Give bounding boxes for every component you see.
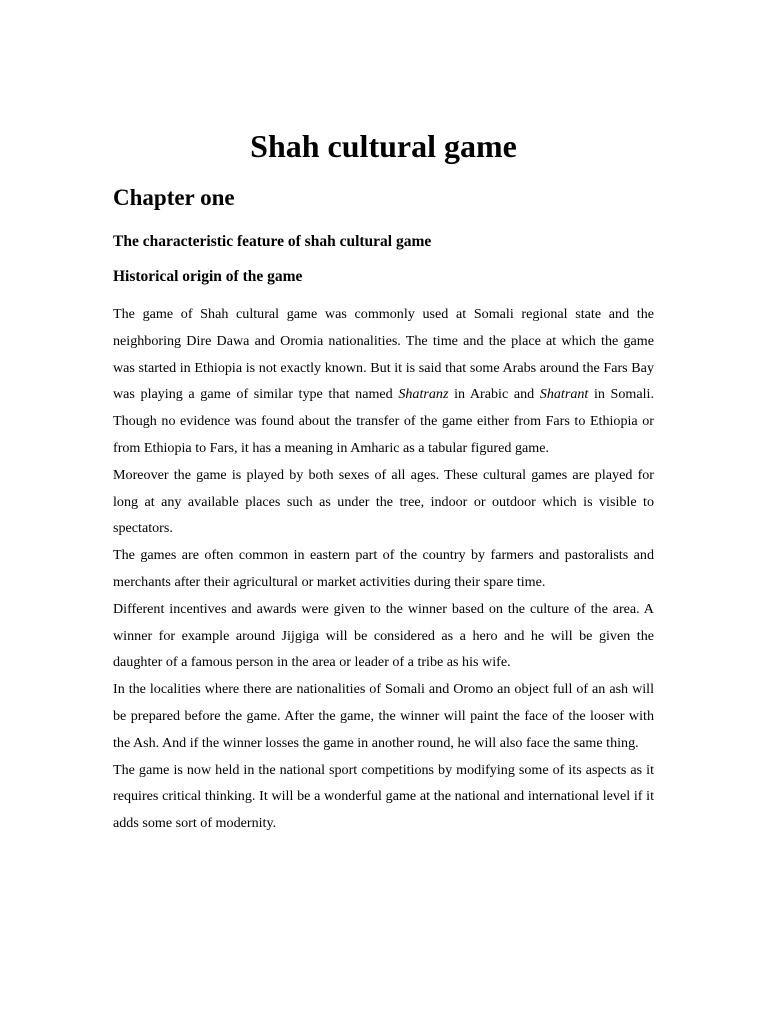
section-heading: The characteristic feature of shah cultural game xyxy=(113,233,432,250)
paragraph-text: in Arabic and xyxy=(448,386,540,403)
italic-term: Shatrant xyxy=(539,386,589,403)
italic-term: Shatranz xyxy=(398,386,449,403)
paragraph-text: The game of Shah cultural game was commonly used at Somali regional state and the neighboring Dire Dawa and Oromia nationalities. The time and the place at which the game was started in Ethiopia is not exactly known. But it is said that some Arabs around the Fars Bay was playing a game of similar type that named xyxy=(113,306,654,403)
paragraph: Different incentives and awards were given to the winner based on the culture of the area. A winner for example around Jijgiga will be considered as a hero and he will be given the daughter of a famous person in the area or leader of a tribe as his wife. xyxy=(113,600,654,671)
paragraph-text: in Somali. Though no evidence was found about the transfer of the game either from Fars to Ethiopia or from Ethiopia to Fars, it has a meaning in Amharic as a tabular figured game. xyxy=(113,386,654,456)
paragraph: The games are often common in eastern part of the country by farmers and pastoralists and merchants after their agricultural or market activities during their spare time. xyxy=(113,547,654,590)
paragraph xyxy=(113,301,654,462)
subsection-heading: Historical origin of the game xyxy=(113,268,303,285)
document-title: Shah cultural game xyxy=(250,128,517,164)
document-body xyxy=(113,301,654,837)
chapter-heading: Chapter one xyxy=(113,185,235,210)
paragraph: Moreover the game is played by both sexes of all ages. These cultural games are played for long at any available places such as under the tree, indoor or outdoor which is visible to spectators. xyxy=(113,466,654,537)
paragraph: In the localities where there are nationalities of Somali and Oromo an object full of an ash will be prepared before the game. After the game, the winner will paint the face of the looser with the Ash. And if the winner losses the game in another round, he will also face the same thing. xyxy=(113,681,654,751)
paragraph: The game is now held in the national sport competitions by modifying some of its aspects as it requires critical thinking. It will be a wonderful game at the national and international level if it adds some sort of modernity. xyxy=(113,761,654,832)
